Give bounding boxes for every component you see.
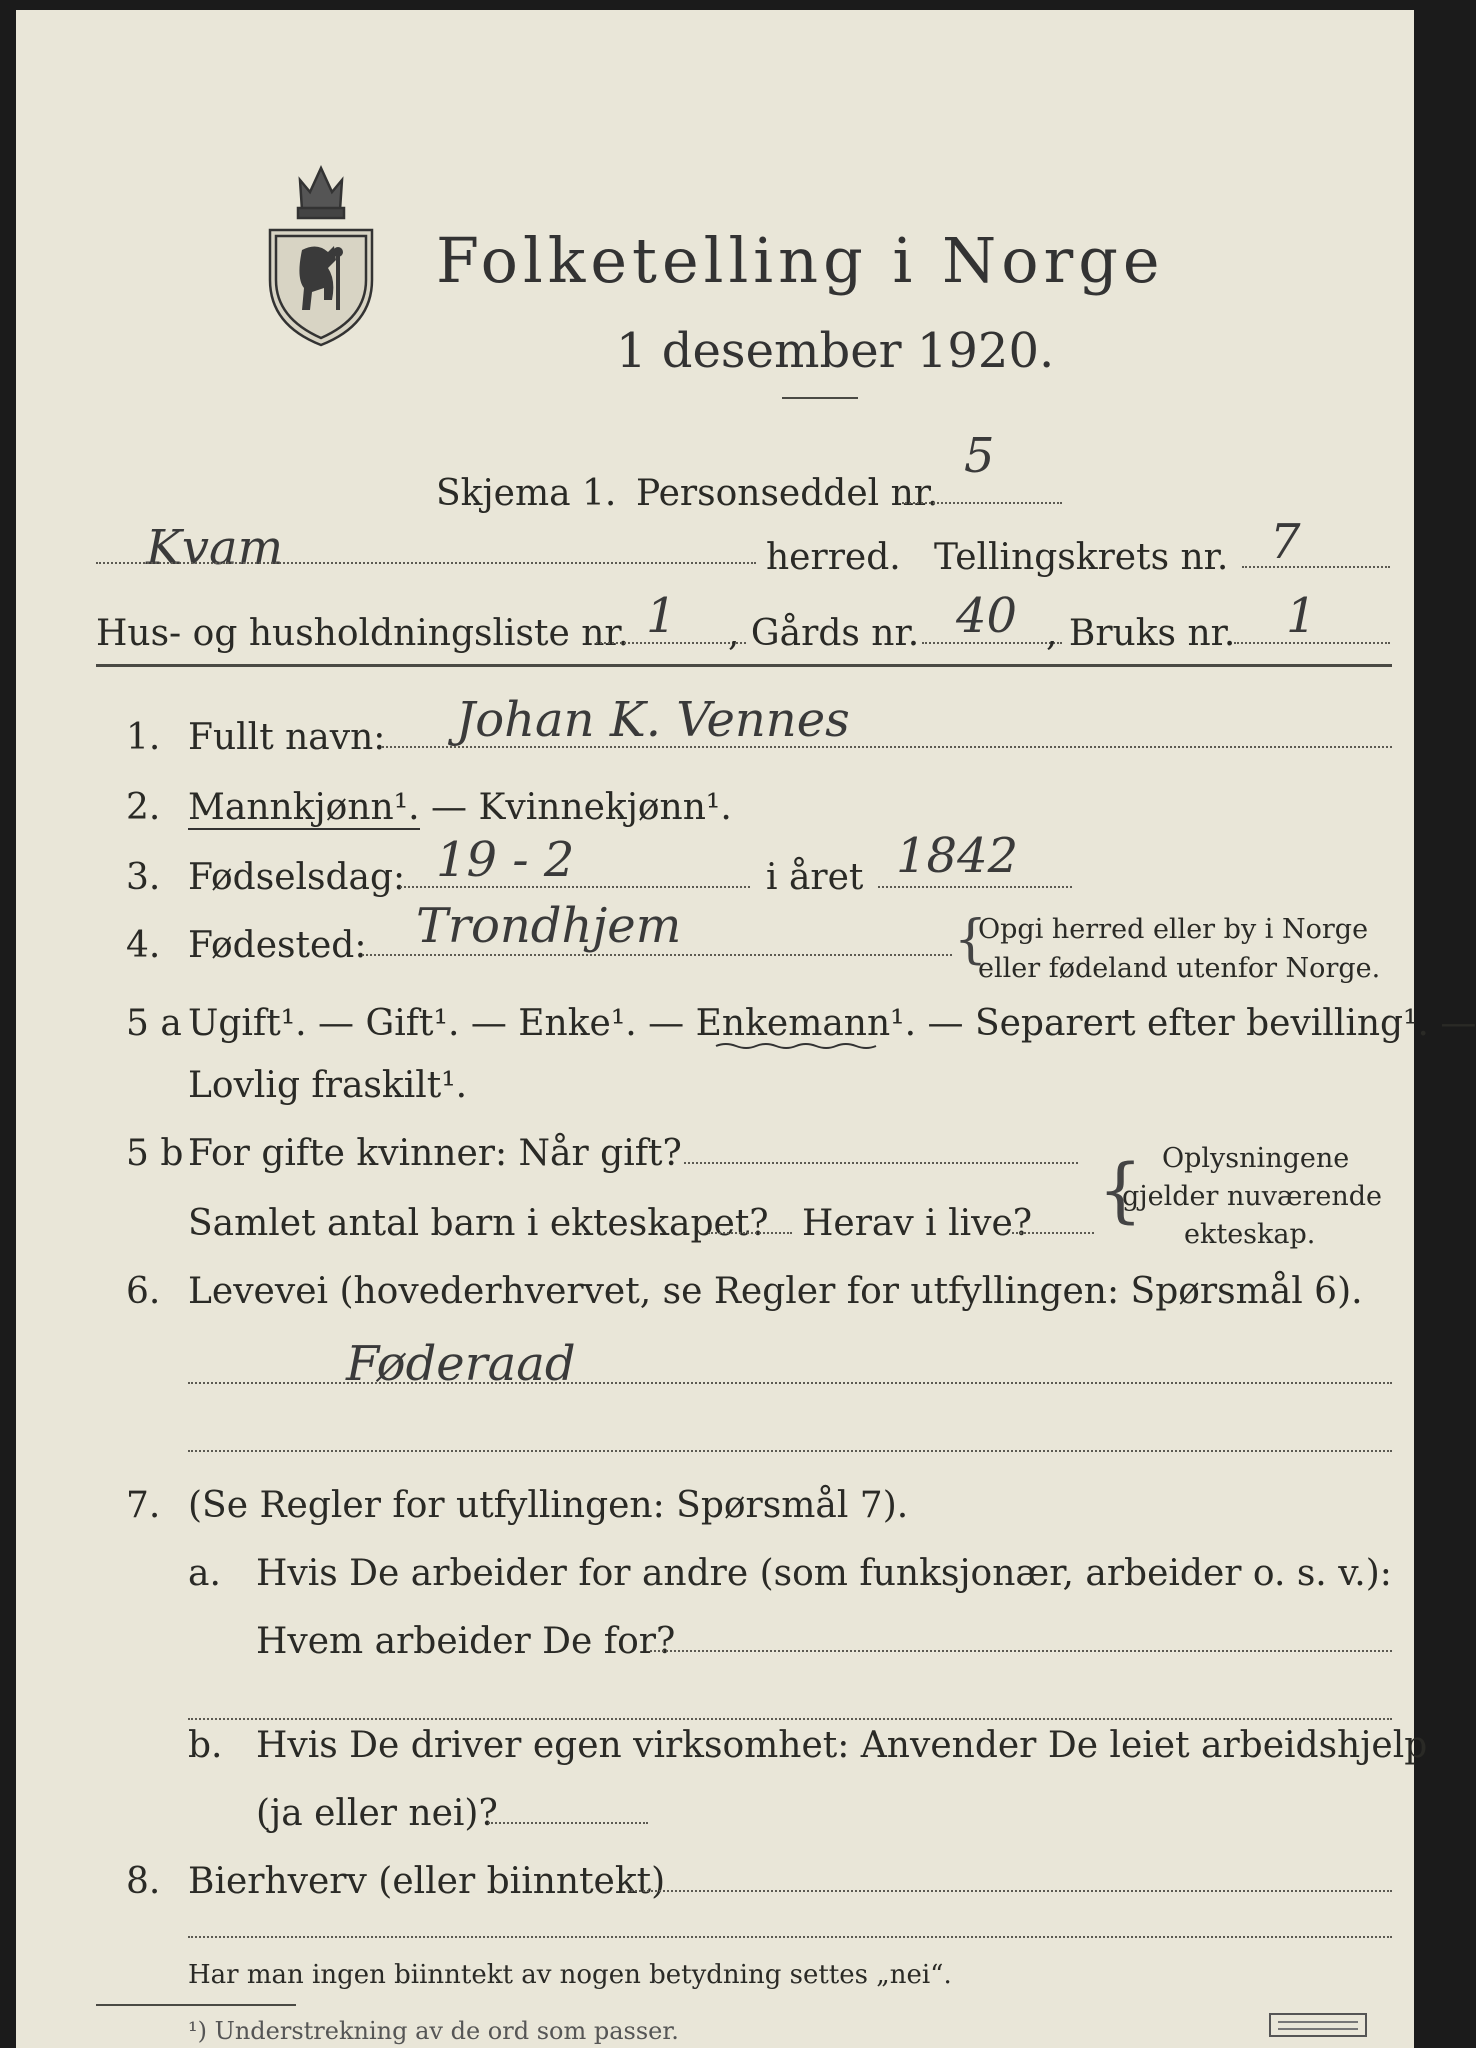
footnote-divider <box>96 2004 296 2006</box>
tellingskrets-line <box>1242 566 1390 568</box>
q6-number: 6. <box>126 1271 161 1312</box>
gender-female-label: Kvinnekjønn¹. <box>478 787 732 828</box>
q5b-number: 5 b <box>126 1133 184 1174</box>
birth-year-value[interactable]: 1842 <box>896 828 1019 884</box>
bierhverv-line <box>628 1890 1392 1892</box>
q8-label: Bierhverv (eller biinntekt) <box>188 1861 666 1902</box>
census-form <box>16 10 1476 2048</box>
herred-label: herred. <box>766 537 901 578</box>
title-divider <box>782 397 858 399</box>
gards-label: , Gårds nr. <box>728 613 920 654</box>
tellingskrets-label: Tellingskrets nr. <box>934 537 1229 578</box>
naar-gift-label: For gifte kvinner: Når gift? <box>188 1133 682 1174</box>
herav-line <box>1012 1232 1094 1234</box>
q7a-line2: Hvem arbeider De for? <box>256 1621 676 1662</box>
footnote: ¹) Understrekning av de ord som passer. <box>188 2017 679 2045</box>
printer-stamp-icon <box>1268 2010 1368 2040</box>
q5a-number: 5 a <box>126 1003 182 1044</box>
q6-label: Levevei (hovederhvervet, se Regler for utfyllingen: Spørsmål 6). <box>188 1271 1363 1312</box>
occupation-line-1 <box>188 1382 1392 1384</box>
herav-label: Herav i live? <box>802 1203 1033 1244</box>
skjema-label: Skjema 1. <box>436 473 617 514</box>
birthday-value[interactable]: 19 - 2 <box>436 832 575 888</box>
bruks-value[interactable]: 1 <box>1286 588 1317 644</box>
gender-separator: — <box>419 787 479 828</box>
birth-year-label: i året <box>766 857 864 898</box>
marital-options-after: — Separert efter bevilling¹. — <box>916 1003 1476 1044</box>
q1-label: Fullt navn: <box>188 717 386 758</box>
q7-number: 7. <box>126 1485 161 1526</box>
personseddel-label: Personseddel nr. <box>636 473 939 514</box>
gender-male-option[interactable] <box>188 788 732 828</box>
census-date: 1 desember 1920. <box>616 323 1055 379</box>
gender-male-label: Mannkjønn¹. <box>188 787 420 828</box>
herred-line <box>96 562 756 564</box>
q1-number: 1. <box>126 717 161 758</box>
marital-option-enkemann: Enkemann¹. <box>695 1003 917 1044</box>
q2-number: 2. <box>126 787 161 828</box>
husholdningsliste-label: Hus- og husholdningsliste nr. <box>96 613 630 654</box>
occupation-line-2 <box>188 1450 1392 1452</box>
birthplace-value[interactable]: Trondhjem <box>416 898 682 954</box>
lovlig-fraskilt-option[interactable]: Lovlig fraskilt¹. <box>188 1065 468 1106</box>
birth-year-line <box>878 886 1072 888</box>
header-divider <box>96 664 1392 667</box>
full-name-value[interactable]: Johan K. Vennes <box>456 692 850 748</box>
marital-options-before: Ugift¹. — Gift¹. — Enke¹. — <box>188 1003 696 1044</box>
marriage-note-line2: gjelder nuværende <box>1122 1181 1382 1212</box>
q4-number: 4. <box>126 925 161 966</box>
gards-value[interactable]: 40 <box>956 588 1018 644</box>
norwegian-coat-of-arms-icon <box>262 150 380 348</box>
q3-number: 3. <box>126 857 161 898</box>
birthplace-line <box>362 954 952 956</box>
q7a-letter: a. <box>188 1553 221 1594</box>
marriage-note-line3: ekteskap. <box>1184 1219 1316 1250</box>
q7b-line1: Hvis De driver egen virksomhet: Anvender De leiet arbeidshjelp <box>256 1725 1428 1766</box>
q7b-line2: (ja eller nei)? <box>256 1793 498 1834</box>
personseddel-value[interactable]: 5 <box>964 428 995 484</box>
marital-status-options[interactable] <box>188 1004 1476 1044</box>
employer-line <box>650 1650 1392 1652</box>
q7-label: (Se Regler for utfyllingen: Spørsmål 7). <box>188 1485 909 1526</box>
birthplace-note-line1: Opgi herred eller by i Norge <box>978 914 1369 945</box>
birthplace-note-line2: eller fødeland utenfor Norge. <box>978 953 1381 984</box>
q7a-line1: Hvis De arbeider for andre (som funksjonær, arbeider o. s. v.): <box>256 1553 1392 1594</box>
q7b-letter: b. <box>188 1725 223 1766</box>
antal-barn-label: Samlet antal barn i ekteskapet? <box>188 1203 769 1244</box>
employer-line-2 <box>188 1718 1392 1720</box>
personseddel-line <box>902 502 1062 504</box>
q3-label: Fødselsdag: <box>188 857 406 898</box>
bierhverv-line-2 <box>188 1936 1392 1938</box>
q8-number: 8. <box>126 1861 161 1902</box>
form-title: Folketelling i Norge <box>436 224 1165 297</box>
enkemann-underline <box>696 1042 896 1050</box>
antal-barn-line <box>708 1232 792 1234</box>
bruks-label: , Bruks nr. <box>1046 613 1236 654</box>
herred-value[interactable]: Kvam <box>146 520 284 576</box>
birthplace-note-brace: { <box>954 910 988 970</box>
leiet-arbeidshjelp-line <box>488 1822 648 1824</box>
footer-note: Har man ingen biinntekt av nogen betydning settes „nei“. <box>188 1960 952 1990</box>
naar-gift-line <box>684 1162 1078 1164</box>
husholdningsliste-value[interactable]: 1 <box>646 588 677 644</box>
marriage-note-line1: Oplysningene <box>1162 1143 1350 1174</box>
occupation-value[interactable]: Føderaad <box>346 1336 576 1392</box>
marriage-note-brace: { <box>1098 1149 1143 1231</box>
q4-label: Fødested: <box>188 925 367 966</box>
tellingskrets-value[interactable]: 7 <box>1270 514 1301 570</box>
